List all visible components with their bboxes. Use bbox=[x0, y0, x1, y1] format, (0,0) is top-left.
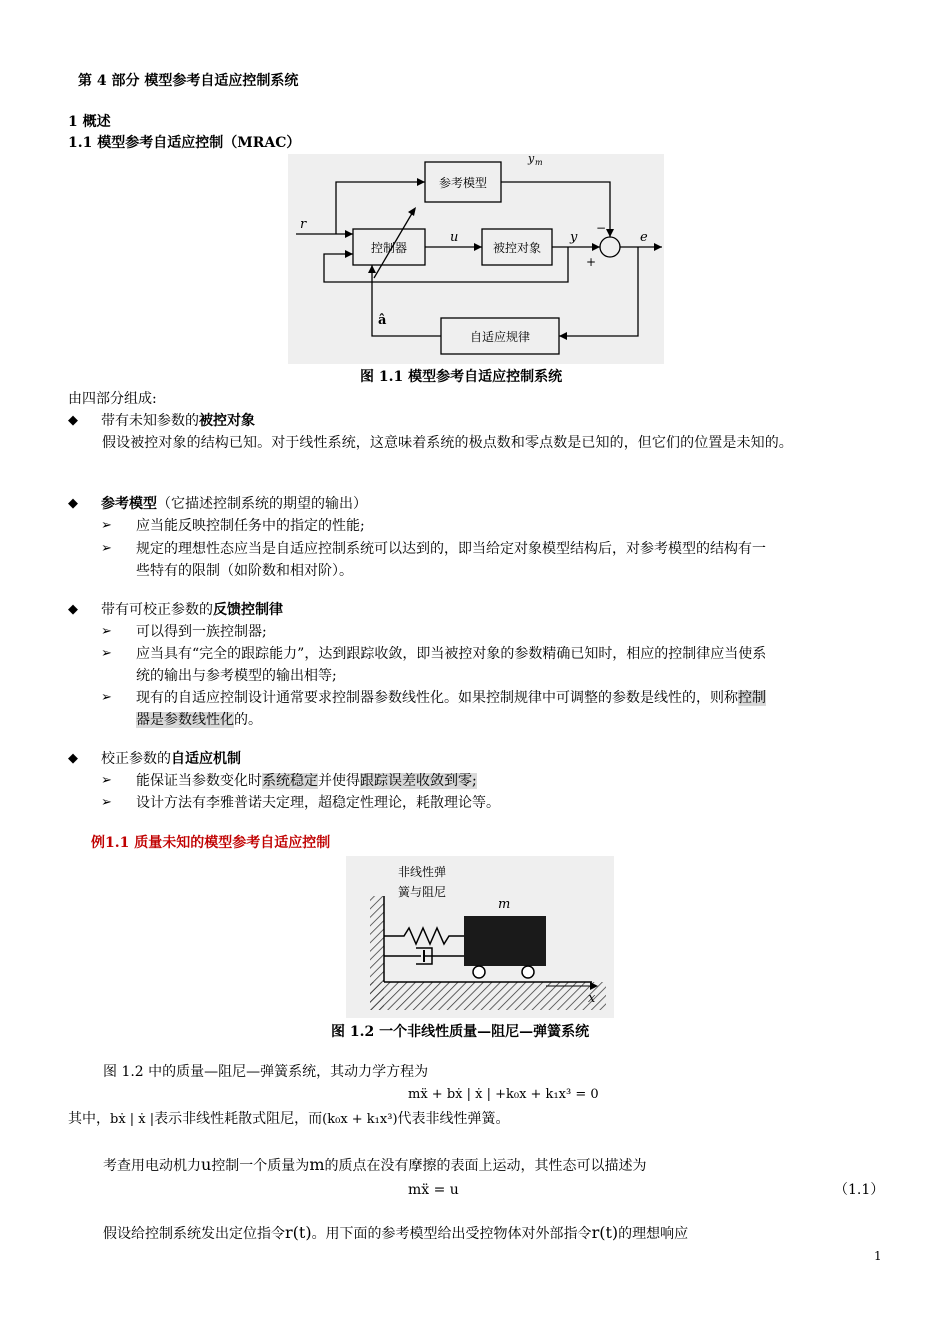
diamond-bullet-icon: ◆ bbox=[68, 602, 78, 617]
page-number: 1 bbox=[874, 1249, 882, 1263]
arrow-bullet-icon: ➢ bbox=[101, 646, 112, 661]
diamond-bullet-icon: ◆ bbox=[68, 413, 78, 428]
equation-number: （1.1） bbox=[834, 1182, 885, 1198]
signal-ym-sub: m bbox=[535, 158, 543, 167]
mass-block bbox=[464, 916, 546, 966]
signal-ym: y bbox=[528, 154, 535, 165]
signal-ahat: â bbox=[378, 313, 387, 328]
bullet-4: 校正参数的自适应机制 bbox=[101, 751, 241, 767]
minus-sign: − bbox=[596, 221, 607, 235]
figure-1-2-diagram bbox=[346, 856, 614, 1018]
bullet-3-sub-1: 可以得到一族控制器; bbox=[136, 624, 267, 640]
summing-junction bbox=[600, 237, 620, 257]
bullet-4-sub-2: 设计方法有李雅普诺夫定理，超稳定性理论，耗散理论等。 bbox=[136, 795, 500, 811]
mass-spring-damper-drawing bbox=[346, 856, 614, 1018]
ref-model-label: 参考模型 bbox=[438, 176, 488, 190]
bullet-1-paragraph: 假设被控对象的结构已知。对于线性系统，这意味着系统的极点数和零点数是已知的，但它们的位置是未知的。 bbox=[102, 435, 793, 451]
section-heading-1: 1 概述 bbox=[68, 114, 111, 130]
example-heading: 例1.1 质量未知的模型参考自适应控制 bbox=[91, 835, 331, 851]
paragraph-2: 其中，bẋ | ẋ |表示非线性耗散式阻尼，而(k₀x + k₁x³)代表非线性弹簧。 bbox=[68, 1111, 510, 1127]
bullet-1: 带有未知参数的被控对象 bbox=[101, 413, 255, 429]
diamond-bullet-icon: ◆ bbox=[68, 751, 78, 766]
controller-label: 控制器 bbox=[370, 241, 408, 255]
signal-y: y bbox=[570, 230, 578, 245]
intro-text: 由四部分组成: bbox=[68, 391, 157, 407]
arrow-bullet-icon: ➢ bbox=[101, 690, 112, 705]
figure-1-2-caption: 图 1.2 一个非线性质量—阻尼—弹簧系统 bbox=[331, 1024, 590, 1040]
arrow-bullet-icon: ➢ bbox=[101, 541, 112, 556]
figure-1-1-diagram bbox=[288, 154, 664, 364]
bullet-3-sub-3b: 器是参数线性化的。 bbox=[136, 712, 262, 728]
fig2-label-1: 非线性弹 bbox=[398, 865, 447, 879]
fig2-label-2: 簧与阻尼 bbox=[398, 885, 447, 899]
figure-1-1-caption: 图 1.1 模型参考自适应控制系统 bbox=[360, 369, 563, 385]
bullet-3-sub-2a: 应当具有“完全的跟踪能力”，达到跟踪收敛，即当被控对象的参数精确已知时，相应的控制律应当使系 bbox=[136, 646, 767, 662]
page-title: 第 4 部分 模型参考自适应控制系统 bbox=[78, 73, 299, 89]
adapt-law-label: 自适应规律 bbox=[469, 330, 531, 344]
diamond-bullet-icon: ◆ bbox=[68, 496, 78, 511]
arrow-bullet-icon: ➢ bbox=[101, 795, 112, 810]
section-heading-1-1: 1.1 模型参考自适应控制（MRAC） bbox=[68, 135, 301, 151]
bullet-2-sub-2a: 规定的理想性态应当是自适应控制系统可以达到的，即当给定对象模型结构后，对参考模型的结构有一 bbox=[136, 541, 766, 557]
arrow-bullet-icon: ➢ bbox=[101, 624, 112, 639]
equation-1-1: mẍ = u bbox=[408, 1182, 459, 1198]
arrow-bullet-icon: ➢ bbox=[101, 518, 112, 533]
spring bbox=[384, 928, 464, 944]
plant-label: 被控对象 bbox=[492, 241, 542, 255]
bullet-3-sub-2b: 统的输出与参考模型的输出相等; bbox=[136, 668, 337, 684]
mass-label: m bbox=[498, 897, 511, 912]
bullet-3-sub-3a: 现有的自适应控制设计通常要求控制器参数线性化。如果控制规律中可调整的参数是线性的，则称控制 bbox=[136, 690, 766, 706]
arrow-bullet-icon: ➢ bbox=[101, 773, 112, 788]
bullet-2: 参考模型（它描述控制系统的期望的输出） bbox=[101, 496, 367, 512]
bullet-3: 带有可校正参数的反馈控制律 bbox=[101, 602, 283, 618]
bullet-2-sub-2b: 些特有的限制（如阶数和相对阶）。 bbox=[136, 563, 353, 579]
bullet-2-sub-1: 应当能反映控制任务中的指定的性能; bbox=[136, 518, 365, 534]
bullet-4-sub-1: 能保证当参数变化时系统稳定并使得跟踪误差收敛到零; bbox=[136, 773, 477, 789]
signal-r: r bbox=[300, 217, 307, 232]
mrac-block-diagram bbox=[288, 154, 664, 364]
paragraph-3: 考查用电动机力u控制一个质量为m的质点在没有摩擦的表面上运动，其性态可以描述为 bbox=[103, 1155, 647, 1174]
paragraph-1: 图 1.2 中的质量—阻尼—弹簧系统，其动力学方程为 bbox=[103, 1064, 429, 1080]
paragraph-4: 假设给控制系统发出定位指令r(t)。用下面的参考模型给出受控物体对外部指令r(t)的理想响应 bbox=[103, 1223, 689, 1242]
signal-u: u bbox=[450, 230, 459, 245]
x-label: x bbox=[588, 991, 596, 1006]
equation-dynamics: mẍ + bẋ | ẋ | +k₀x + k₁x³ = 0 bbox=[408, 1087, 599, 1102]
signal-e: e bbox=[640, 230, 648, 245]
plus-sign: + bbox=[586, 255, 597, 269]
